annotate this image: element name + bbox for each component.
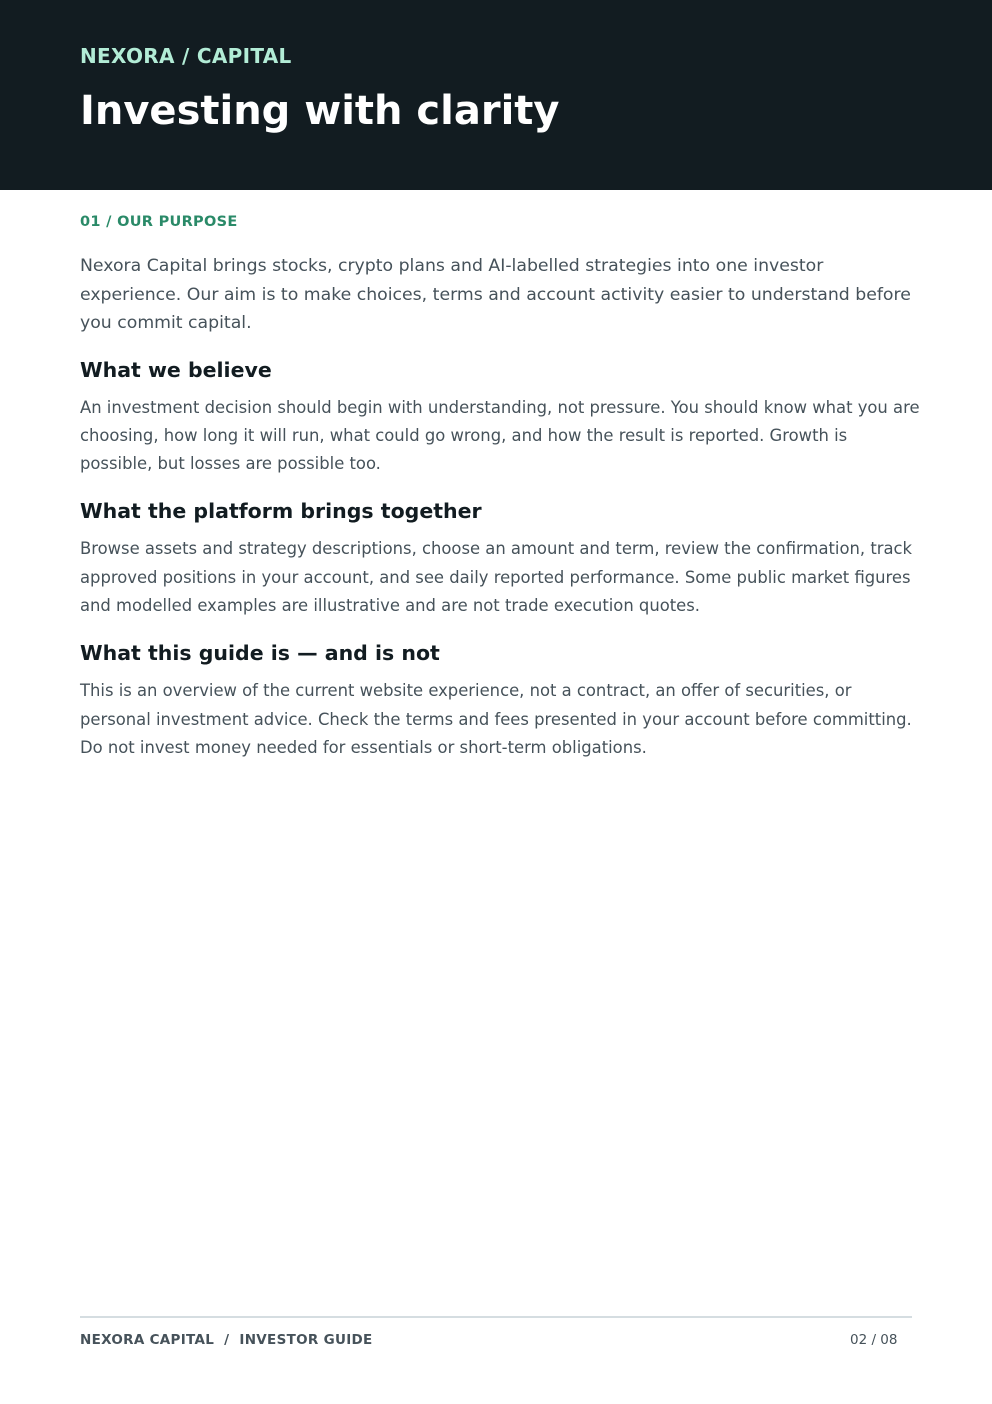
block-beliefs <box>80 356 920 479</box>
footer-document-label: NEXORA CAPITAL / INVESTOR GUIDE <box>80 1332 373 1348</box>
section-label: 01 / OUR PURPOSE <box>80 214 238 230</box>
page-title: Investing with clarity <box>80 88 560 134</box>
page-header <box>0 0 992 190</box>
block-platform <box>80 497 920 620</box>
section-paragraph: This is an overview of the current website experience, not a contract, an offer of securities, or personal investment advice. Check the terms and fees presented in your account before committing. Do not invest money needed for essentials or short-term obligations. <box>80 681 912 757</box>
section-heading: What we believe <box>80 357 272 382</box>
section-paragraph: An investment decision should begin with understanding, not pressure. You should know what you are choosing, how long it will run, what could go wrong, and how the result is reported. Growth is possible, but losses are possible too. <box>80 397 920 474</box>
main-content <box>80 213 920 781</box>
section-heading: What the platform brings together <box>80 499 482 524</box>
section-paragraph: Browse assets and strategy descriptions, choose an amount and term, review the confirmation, track approved positions in your account, and see daily reported performance. Some public market figures and modelled examples are illustrative and are not trade execution quotes. <box>80 539 913 615</box>
block-guide-scope <box>80 639 920 762</box>
footer-divider <box>80 1316 912 1318</box>
brand-label: NEXORA / CAPITAL <box>80 44 292 68</box>
page-number: 02 / 08 <box>850 1332 898 1348</box>
section-heading: What this guide is — and is not <box>80 641 440 666</box>
lead-paragraph: Nexora Capital brings stocks, crypto plans and AI-labelled strategies into one investor experience. Our aim is to make choices, terms and account activity easier to understand before you commit capital. <box>80 256 911 333</box>
